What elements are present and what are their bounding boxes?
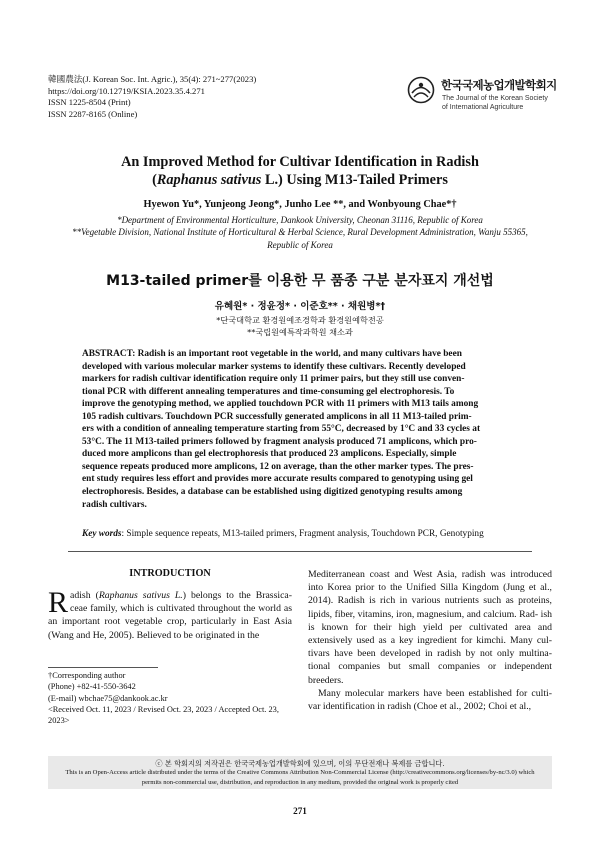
intro-paragraph-2: Many molecular markers have been established for culti- var identification in radish (Choe et al., 2002; Choi et al., xyxy=(308,687,552,713)
intro-paragraph-1-cont: Mediterranean coast and West Asia, radish was introduced into Korea prior to the Unified Silla Kingdom (Jung et al., 2014). Radish is rich in various nutrients such as proteins, lipids, fiber, vitamins, iron, magnesium, and calcium. Rad- ish is known for their high yield per cultivated area and extensively used as a key ingredient for kimchi. Many cul- tivars have been developed in radish by not only multina- tional companies but small companies or independent breeders. xyxy=(308,569,552,686)
keywords-label: Key words xyxy=(82,529,122,539)
abstract-line: electrophoresis. Besides, a database can be established using digitized genotyping results among xyxy=(82,487,463,498)
license-line-1: This is an Open-Access article distributed under the terms of the Creative Commons Attribution Non-Commercial License (http://creativecommons.org/licenses/by-nc/3.0) which xyxy=(65,769,535,777)
affiliation-2: **Vegetable Division, National Institute of Horticultural & Herbal Science, Rural Development Administration, Wanju 55365, xyxy=(72,227,528,238)
abstract-line: radish cultivars. xyxy=(82,499,147,510)
copyright-korean: ⓒ 본 학회지의 저작권은 한국국제농업개발학회에 있으며, 이의 무단전재나 복제를 금합니다. xyxy=(155,759,445,768)
abstract-line: duced more amplicons than gel electrophoresis that produced 23 amplicons. Especially, simple xyxy=(82,449,457,460)
abstract-line: sequence repeats produced more amplicons, 12 on average, than the other marker types. The pres- xyxy=(82,461,474,472)
phone: (Phone) +82-41-550-3642 xyxy=(48,682,136,692)
affiliation-1: *Department of Environmental Horticulture, Dankook University, Cheonan 31116, Republic of Korea xyxy=(117,215,483,225)
keywords-text: : Simple sequence repeats, M13-tailed primers, Fragment analysis, Touchdown PCR, Genotyping xyxy=(121,529,484,539)
intro-right-column xyxy=(308,568,552,713)
author-list: Hyewon Yu*, Yunjeong Jeong*, Junho Lee **, and Wonbyoung Chae*† xyxy=(143,199,457,210)
abstract-line: ent study requires less effort and provides more accurate results compared to genotyping using gel xyxy=(82,474,473,485)
abstract-line: tional PCR with different annealing temperatures and time-consuming gel electrophoresis. To xyxy=(82,386,455,397)
korean-affiliations xyxy=(40,314,560,338)
abstract-line: markers for radish cultivar identification require only 11 primer pairs, but they still use conven- xyxy=(82,374,465,385)
intro-left-column xyxy=(48,568,292,642)
abstract xyxy=(82,348,518,511)
journal-header xyxy=(48,74,256,120)
journal-citation: 韓國農法(J. Korean Soc. Int. Agric.), 35(4): 271~277(2023) xyxy=(48,74,257,84)
drop-cap: R xyxy=(48,586,69,619)
corresponding-author: †Corresponding author xyxy=(48,671,126,680)
society-logo xyxy=(407,76,557,116)
society-name-korean: 한국국제농업개발학회지 xyxy=(441,78,557,92)
footnote xyxy=(48,670,298,726)
society-emblem-icon xyxy=(407,76,435,104)
abstract-line: 53°C. The 11 M13-tailed primers followed by fragment analysis produced 71 amplicons, which pro- xyxy=(82,436,477,447)
abstract-line: ABSTRACT: Radish is an important root vegetable in the world, and many cultivars have been xyxy=(82,349,462,359)
korean-affiliation-2: **국립원예특작과학원 채소과 xyxy=(247,327,353,338)
doi-link[interactable]: https://doi.org/10.12719/KSIA.2023.35.4.271 xyxy=(48,85,205,96)
page-number: 271 xyxy=(293,806,307,816)
korean-title: M13-tailed primer를 이용한 무 품종 구분 분자표지 개선법 xyxy=(106,273,494,289)
abstract-line: developed with various molecular marker systems to identify these cultivars. Recently developed xyxy=(82,361,466,372)
paper-title xyxy=(40,153,560,189)
korean-authors: 유혜원* · 정윤정* · 이준호** · 채원병*† xyxy=(214,301,386,312)
license-notice xyxy=(54,759,546,787)
footnote-divider xyxy=(48,667,158,668)
korean-affiliation-1: *단국대학교 환경원예조경학과 환경원예학전공 xyxy=(216,315,384,325)
section-heading-introduction: INTRODUCTION xyxy=(129,568,211,579)
issn-print: ISSN 1225-8504 (Print) xyxy=(48,97,131,108)
keywords xyxy=(82,529,518,539)
abstract-line: 105 radish cultivars. Touchdown PCR successfully generated amplicons in all 11 M13-tailed prim- xyxy=(82,411,472,422)
society-name-english: The Journal of the Korean Society of International Agriculture xyxy=(442,95,548,111)
species-name: Raphanus sativus xyxy=(156,172,262,188)
issn-online: ISSN 2287-8165 (Online) xyxy=(48,108,138,119)
title-line-2: (Raphanus sativus L.) Using M13-Tailed Primers xyxy=(152,172,448,188)
affiliations xyxy=(30,214,570,251)
license-line-2: permits non-commercial use, distribution, and reproduction in any medium, provided the original work is properly cited xyxy=(141,778,459,786)
affiliation-3: Republic of Korea xyxy=(267,239,333,250)
received-dates: <Received Oct. 11, 2023 / Revised Oct. 23, 2023 / Accepted Oct. 23, 2023> xyxy=(48,704,279,726)
abstract-line: ers with a condition of annealing temperature starting from 55°C, decreased by 1°C and 33 cycles at xyxy=(82,424,481,435)
abstract-line: improve the genotyping method, we applied touchdown PCR with 11 primers with M13 tails among xyxy=(82,399,479,410)
email[interactable]: (E-mail) wbchae75@dankook.ac.kr xyxy=(48,693,168,703)
title-line-1: An Improved Method for Cultivar Identification in Radish xyxy=(121,154,479,170)
intro-paragraph-1: Radish (Raphanus sativus L.) belongs to the Brassica- ceae family, which is cultivated throughout the world as an important root vegetable crop, particularly in East Asia (Wang and He, 2005). Believed to be originated in the xyxy=(48,586,292,641)
section-divider xyxy=(68,551,532,552)
